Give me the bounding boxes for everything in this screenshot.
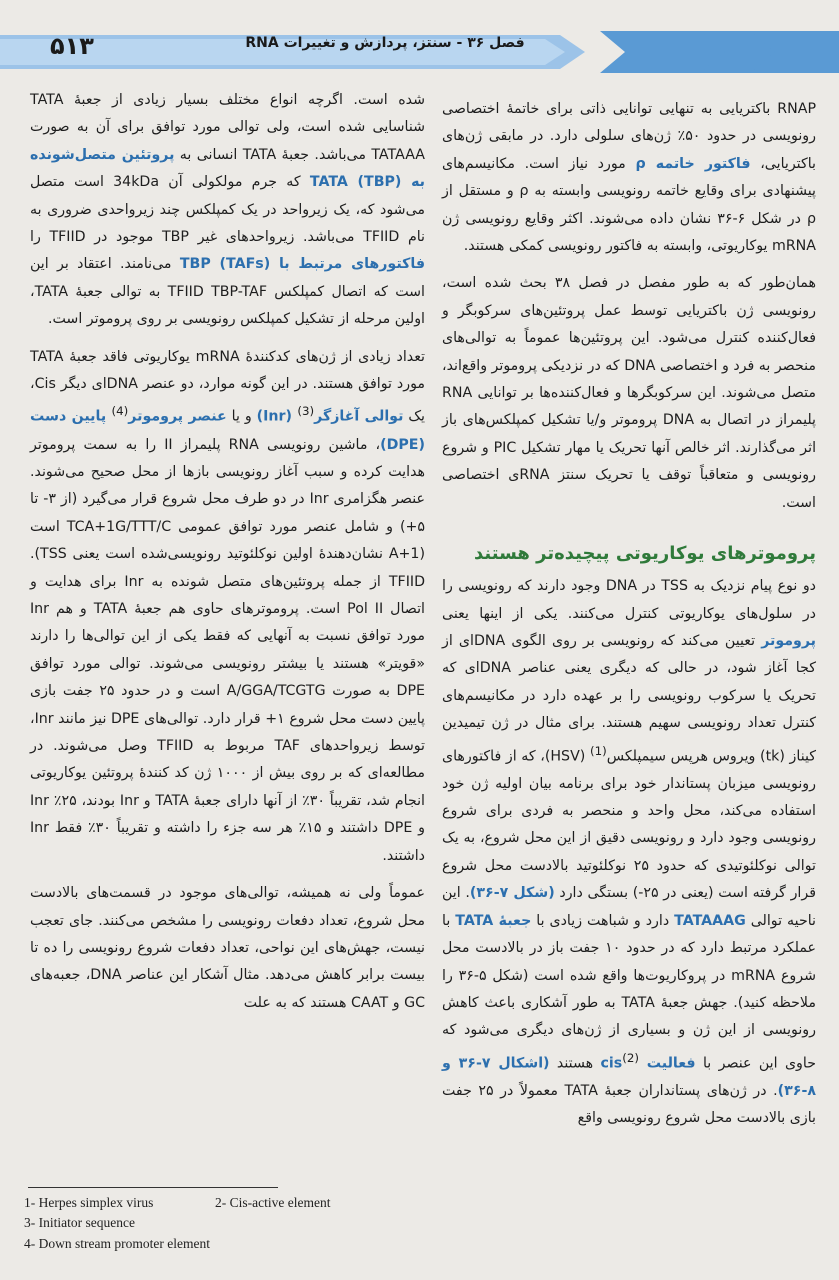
term-tata-box: جعبهٔ TATA [455, 912, 532, 929]
term-promoter-element: عنصر پروموتر [128, 409, 227, 426]
footnote-ref: (4) [111, 404, 129, 419]
figure-ref: (اشکال ۷-۳۶ و ۸-۳۶) [442, 1055, 817, 1099]
term-tbp: پروتئین متصل‌شونده به TATA (TBP) [30, 146, 425, 191]
footnote-2: 2- Cis-active element [215, 1195, 331, 1210]
footnote-4: 4- Down stream promoter element [24, 1236, 210, 1251]
footnote-ref: (1) [589, 743, 607, 758]
left-column [30, 87, 425, 1017]
paragraph: RNAP باکتریایی به تنهایی توانایی ذاتی برای خاتمهٔ اختصاصی رونویسی در حدود ۵۰٪ ژن‌های سلولی دارد. در مابقی ژن‌های باکتریایی، فاکتور خاتمه ρ مورد نیاز است. مکانیسم‌های پیشنهادی برای وقایع خاتمه رونویسی وابسته به ρ و مستقل از ρ در شکل ۶-۳۶ نشان داده می‌شوند. اکثر وقایع رونویسی ژن mRNA یوکاریوتی، وابسته به فاکتور رونویسی کمکی هستند. [442, 101, 817, 255]
paragraph: همان‌طور که به طور مفصل در فصل ۳۸ بحث شده است، رونویسی ژن باکتریایی توسط عمل پروتئین‌های سرکوبگر و فعال‌کننده کنترل می‌شود. این پروتئین‌ها عموماً به توالی‌های منحصر به فرد و اختصاصی DNA که در نزدیکی پروموتر واقع‌اند، متصل می‌شوند. این سرکوبگرها و فعال‌کننده‌ها بر توانایی RNA پلیمراز در اتصال به DNA پروموتر و/یا تشکیل کمپلکس‌های باز اثر می‌گذارند. اثر خالص آنها تحریک یا مهار تشکیل PIC و شروع رونویسی و متعاقباً توقف یا تحریک سنتز RNAی اختصاصی است. [442, 275, 817, 511]
footnote-ref: (3) [297, 404, 315, 419]
term-dpe: پایین دست (DPE) [30, 409, 425, 453]
chapter-title: فصل ۳۶ - سنتز، پردازش و تغییرات RNA [245, 35, 525, 51]
term-promoter: پروموتر [761, 632, 816, 649]
term-initiator: توالی آغازگر [314, 409, 404, 426]
right-column [442, 96, 816, 1133]
term-cis-activity: فعالیت cis [600, 1055, 696, 1072]
section-heading: پروموترهای یوکاریوتی پیچیده‌تر هستند [473, 543, 816, 565]
term-termination-factor: فاکتور خاتمه ρ [635, 155, 751, 172]
page-number: ۵۱۳ [50, 32, 94, 60]
footnote-1: 1- Herpes simplex virus [24, 1195, 154, 1210]
paragraph: تعداد زیادی از ژن‌های کدکنندهٔ mRNA یوکاریوتی فاقد جعبهٔ TATA مورد توافق هستند. در این گونه موارد، دو عنصر DNAای دیگر Cis، یک توالی آغازگر$^{(3)}$ (Inr) و یا عنصر پروموتر$^{(4)}$ پایین دست (DPE)، ماشین رونویسی RNA پلیمراز II را به سمت پروموتر هدایت کرده و سبب آغاز رونویسی بازها از محل صحیح می‌شوند. عنصر هگزامری Inr در دو طرف محل شروع قرار می‌گیرد (از ۳- تا ۵+) و شامل عنصر مورد توافق عمومی TCA+1G/TTT/C است (A+1 نشان‌دهندهٔ اولین نوکلئوتید رونویسی‌شده است یعنی TSS). TFIID از جمله پروتئین‌های متصل شونده به Inr برای هدایت و اتصال Pol II است. پروموترهای حاوی هم جعبهٔ TATA و هم Inr مورد توافق نسبت به آنهایی که فقط یکی از این توالی‌ها را دارند «قویتر» هستند یا بیشتر رونویسی می‌شوند. توالی مورد توافق DPE به صورت A/GGA/TCGTG است و در حدود ۲۵ جفت بازی پایین دست محل شروع ۱+ قرار دارد. توالی‌های DPE نیز مانند Inr، توسط زیرواحدهای TAF مربوط به TFIID وصل می‌شوند. در مطالعه‌ای که بر روی بیش از ۱۰۰۰ ژن کد کنندهٔ پروتئین یوکاریوتی انجام شد، تقریباً ۳۰٪ از آنها دارای جعبهٔ TATA و Inr بودند، ۲۵٪ Inr و DPE داشتند و ۱۵٪ هر سه جزء را داشته و تقریباً ۳۰٪ فقط Inr داشتند. [30, 348, 425, 864]
footnote-ref: (2) [622, 1050, 639, 1065]
footnote-divider [28, 1187, 278, 1188]
footnote-3: 3- Initiator sequence [24, 1215, 135, 1230]
paragraph: عموماً ولی نه همیشه، توالی‌های موجود در قسمت‌های بالادست محل شروع، تعداد دفعات رونویسی را مشخص می‌کنند. جای تعجب نیست، جهش‌های این نواحی، تعداد دفعات شروع رونویسی را ده تا بیست برابر کاهش می‌دهد. مثال آشکار این عناصر DNA، جعبه‌های GC و CAAT هستند که به علت [30, 885, 425, 1011]
term-tafs: فاکتورهای مرتبط با TBP (TAFs) [179, 256, 425, 273]
paragraph: دو نوع پیام نزدیک به TSS در DNA وجود دارند که رونویسی را در سلول‌های یوکاریوتی کنترل می‌کنند. یکی از اینها یعنی پروموتر تعیین می‌کند که رونویسی بر روی الگوی DNAای از کجا آغاز شود، در حالی که دیگری یعنی عناصر DNAای که تحریک یا سرکوب رونویسی را بر عهده دارد در مکانیسم‌های کنترل تعداد رونویسی سهیم هستند. برای مثال در ژن تیمیدین کیناز (tk) ویروس هرپس سیمپلکس$^{(1)}$ (HSV)، که از فاکتورهای رونویسی میزبان پستاندار خود برای برنامه بیان اولیه ژن خود استفاده می‌کند، محل واحد و منحصر به فردی برای شروع رونویسی وجود دارد و رونویسی دقیق از این محل شروع، به یک توالی نوکلئوتیدی که حدود ۲۵ نوکلئوتید بالادست محل شروع قرار گرفته است (یعنی در ۲۵-) بستگی دارد (شکل ۷-۳۶). این ناحیه توالی TATAAAG دارد و شباهت زیادی با جعبهٔ TATA با عملکرد مرتبط دارد که در حدود ۱۰ جفت باز در بالادست محل شروع mRNA در پروکاریوت‌ها واقع شده است (شکل ۵-۳۶ را ملاحظه کنید). جهش جعبهٔ TATA به طور آشکاری باعث کاهش رونویسی از این ژن و بسیاری از ژن‌های دیگری می‌شود که حاوی این عنصر با فعالیت cis$^{(2)}$ هستند (اشکال ۷-۳۶ و ۸-۳۶). در ژن‌های پستانداران جعبهٔ TATA معمولاً در ۲۵ جفت بازی بالادست محل شروع رونویسی واقع [442, 578, 817, 1127]
term-tataaag: TATAAAG [674, 912, 746, 929]
term-inr: (Inr) [256, 409, 298, 426]
figure-ref: (شکل ۷-۳۶) [469, 885, 555, 902]
paragraph: شده است. اگرچه انواع مختلف بسیار زیادی از جعبهٔ TATA شناسایی شده است، ولی توالی مورد توافق برای آن به صورت TATAAA می‌باشد. جعبهٔ TATA انسانی به پروتئین متصل‌شونده به TATA (TBP) که جرم مولکولی آن 34kDa است متصل می‌شود که، یک زیرواحد در یک کمپلکس چند زیرواحدی ضروری به نام TFIID می‌باشد. زیرواحدهای غیر TBP موجود در TFIID را فاکتورهای مرتبط با TBP (TAFs) می‌نامند. اعتقاد بر این است که اتصال کمپلکس TFIID TBP-TAF به توالی جعبهٔ TATA، اولین مرحله از تشکیل کمپلکس رونویسی بر روی پروموتر است. [30, 92, 425, 328]
